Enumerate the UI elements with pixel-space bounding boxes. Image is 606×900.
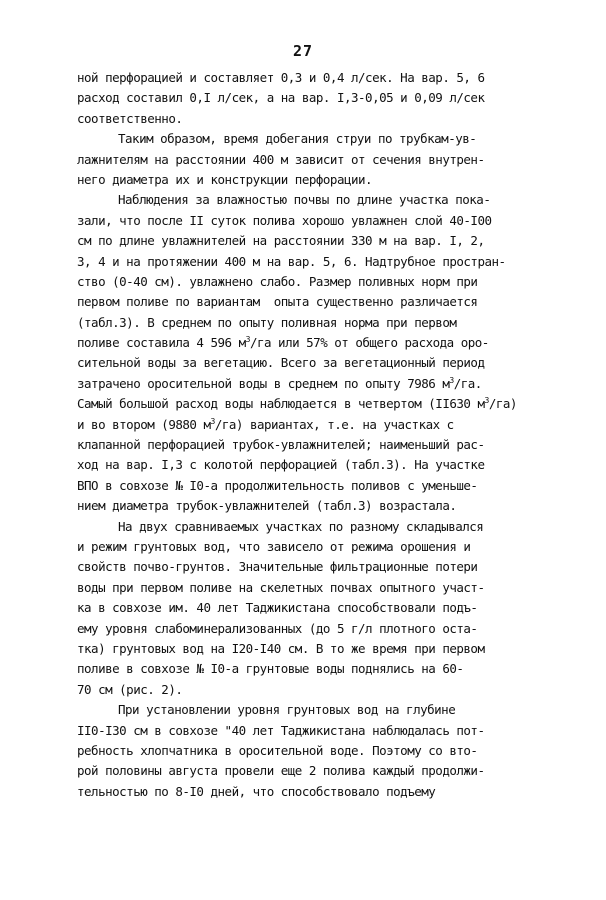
text-line: свойств почво-грунтов. Значительные фильтрационные потери (77, 559, 478, 575)
text-line: зали, что после II суток полива хорошо увлажнен слой 40-I00 (77, 212, 492, 228)
text-line: ребность хлопчатника в оросительной воде. Поэтому со вто- (77, 742, 478, 758)
paragraph (77, 190, 577, 516)
text-line: 70 см (рис. 2). (77, 681, 183, 697)
text-line: ему уровня слабоминерализованных (до 5 г/л плотного оста- (77, 620, 478, 636)
text-line: ство (0-40 см). увлажнено слабо. Размер поливных норм при (77, 273, 478, 289)
text-line: поливе в совхозе № I0-а грунтовые воды поднялись на 60- (77, 661, 464, 677)
text-line: ной перфорацией и составляет 0,3 и 0,4 л/сек. На вар. 5, 6 (77, 70, 485, 85)
text-line: клапанной перфорацией трубок-увлажнителей; наименьший рас- (77, 437, 485, 453)
text-line: лажнителям на расстоянии 400 м зависит от сечения внутрен- (77, 151, 485, 167)
text-line: первом поливе по вариантам опыта существенно различается (77, 294, 478, 310)
superscript: 3 (210, 416, 215, 426)
superscript: 3 (245, 335, 250, 345)
text-line: затрачено оросительной воды в среднем по опыту 7986 $м^3/га$. (77, 375, 482, 391)
paragraph (77, 68, 577, 129)
text-line: него диаметра их и конструкции перфорации. (77, 171, 373, 187)
text-line: Таким образом, время добегания струи по трубкам-ув- (118, 131, 477, 147)
text-line: расход составил 0,I л/сек, а на вар. I,3-0,05 и 0,09 л/сек (77, 90, 485, 106)
superscript: 3 (449, 375, 454, 385)
text-line: нием диаметра трубок-увлажнителей (табл.3) возрастала. (77, 498, 457, 514)
text-line: рой половины августа провели еще 2 полива каждый продолжи- (77, 763, 485, 779)
text-line: (табл.3). В среднем по опыту поливная норма при первом (77, 314, 457, 330)
document-body (77, 68, 577, 802)
text-line: ка в совхозе им. 40 лет Таджикистана способствовали подъ- (77, 600, 478, 616)
text-line: При установлении уровня грунтовых вод на глубине (118, 702, 456, 718)
paragraph (77, 700, 577, 802)
text-line: На двух сравниваемых участках по разному складывался (118, 518, 484, 534)
text-line: 3, 4 и на протяжении 400 м на вар. 5, 6. Надтрубное простран- (77, 253, 506, 269)
text-line: и во втором (9880 $м^3/га$) вариантах, т.е. на участках с (77, 416, 454, 432)
text-line: Самый большой расход воды наблюдается в четвертом (II630 $м^3/га$) (77, 396, 517, 412)
paragraph (77, 129, 577, 190)
text-line: тельностью по 8-I0 дней, что способствовало подъему (77, 783, 436, 799)
text-line: воды при первом поливе на скелетных почвах опытного участ- (77, 579, 485, 595)
superscript: 3 (484, 396, 489, 406)
text-line: Наблюдения за влажностью почвы по длине участка пока- (118, 192, 491, 208)
text-line: сительной воды за вегетацию. Всего за вегетационный период (77, 355, 485, 371)
text-line: поливе составила 4 596 $м^3/га$ или 57% от общего расхода оро- (77, 335, 489, 351)
text-line: тка) грунтовых вод на I20-I40 см. В то же время при первом (77, 640, 485, 656)
text-line: ВПО в совхозе № I0-а продолжительность поливов с уменьше- (77, 477, 478, 493)
text-line: соответственно. (77, 110, 183, 126)
text-line: ход на вар. I,3 с колотой перфорацией (табл.3). На участке (77, 457, 485, 473)
text-line: см по длине увлажнителей на расстоянии 330 м на вар. I, 2, (77, 233, 485, 249)
text-line: II0-I30 см в совхозе "40 лет Таджикистана наблюдалась пот- (77, 722, 485, 738)
page-number: 27 (292, 42, 314, 60)
paragraph (77, 517, 577, 701)
text-line: и режим грунтовых вод, что зависело от режима орошения и (77, 538, 471, 554)
